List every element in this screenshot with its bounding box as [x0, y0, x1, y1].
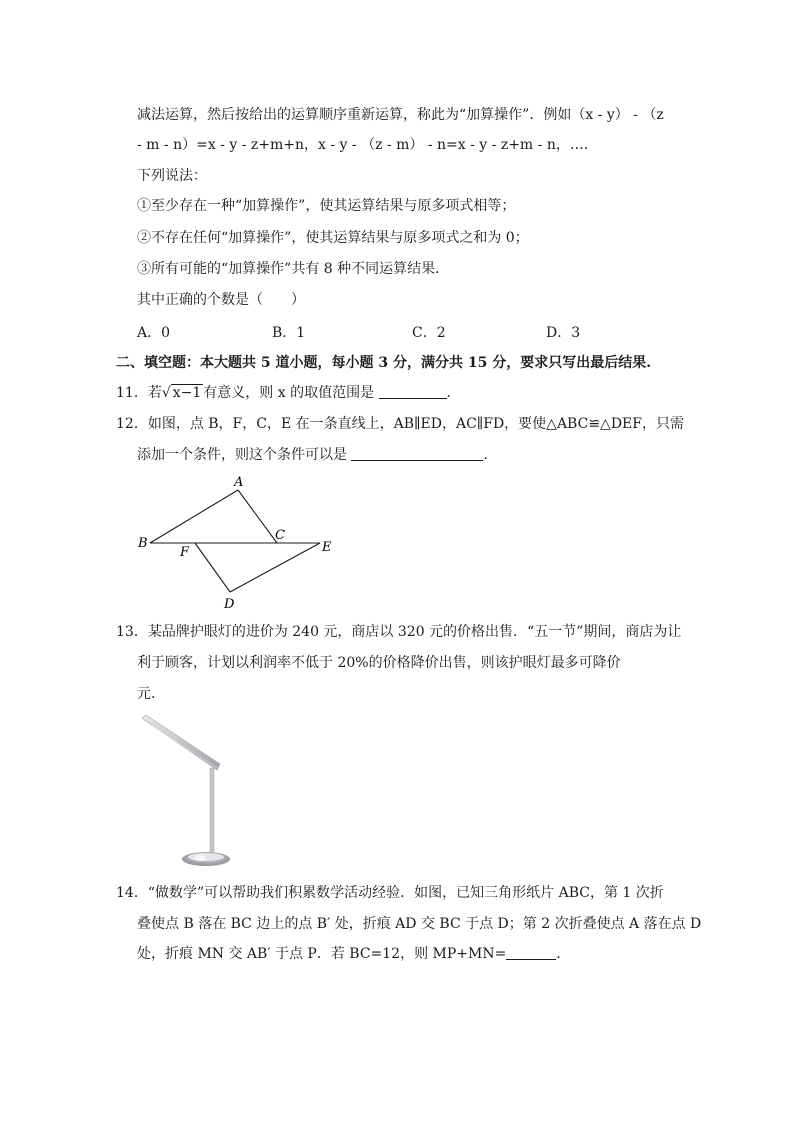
geometry-figure	[130, 470, 350, 615]
p14-answer-blank[interactable]	[506, 945, 556, 960]
segment-fd	[195, 543, 230, 592]
p11-end: ．	[446, 385, 461, 401]
p11-answer-blank[interactable]	[379, 384, 447, 399]
p12-answer-blank[interactable]	[351, 446, 483, 461]
option-b: B．1	[272, 325, 306, 341]
p14-end: ．	[556, 946, 571, 962]
label-a: A	[234, 475, 244, 490]
p10-line1: 减法运算，然后按给出的运算顺序重新运算，称此为“加算操作”．例如（x - y） - （z	[137, 107, 664, 123]
desk-lamp-image	[138, 712, 238, 872]
p11-number: 11．	[116, 385, 148, 401]
label-e: E	[322, 540, 332, 555]
p13-line1: 13．某品牌护眼灯的进价为 240 元，商店以 320 元的价格出售．“五一节”期间，商店为让	[116, 624, 682, 640]
p13-line3: 元．	[137, 686, 165, 702]
label-c: C	[275, 528, 285, 543]
p10-statement-3: ③所有可能的“加算操作”共有 8 种不同运算结果．	[137, 261, 450, 277]
segment-ab	[150, 490, 238, 543]
option-d: D．3	[546, 325, 581, 341]
sqrt-expression: √ x−1	[161, 385, 202, 401]
p11-pre: 若	[147, 385, 162, 401]
p12-line1: 12．如图，点 B，F，C，E 在一条直线上，AB∥ED，AC∥FD，要使△ABC≌△DEF，只需	[116, 416, 684, 432]
p10-statement-2: ②不存在任何“加算操作”，使其运算结果与原多项式之和为 0；	[137, 230, 529, 246]
label-f: F	[180, 545, 190, 560]
p14-line3-text: 处，折痕 MN 交 AB′ 于点 P．若 BC=12，则 MP+MN=	[137, 946, 507, 962]
p12-end: ．	[483, 447, 498, 463]
label-d: D	[224, 597, 235, 612]
p12-line2	[137, 445, 497, 465]
option-c: C．2	[412, 325, 446, 341]
p14-line1: 14．“做数学”可以帮助我们积累数学活动经验．如图，已知三角形纸片 ABC，第 1 次折	[116, 885, 664, 901]
p14-line2: 叠使点 B 落在 BC 边上的点 B′ 处，折痕 AD 交 BC 于点 D；第 2 次折叠使点 A 落在点 D	[137, 916, 702, 932]
p10-intro: 下列说法：	[137, 168, 207, 184]
p11-line	[116, 383, 461, 403]
label-b: B	[138, 536, 148, 551]
p14-line3	[137, 944, 570, 964]
p10-line2: - m - n）=x - y - z+m+n，x - y - （z - m） - n=x - y - z+m - n，….	[137, 137, 589, 153]
segment-ac	[238, 490, 277, 543]
p11-mid: 有意义，则 x 的取值范围是	[203, 385, 375, 401]
section-heading: 二、填空题：本大题共 5 道小题，每小题 3 分，满分共 15 分，要求只写出最后结果.	[116, 355, 652, 371]
p13-line2: 利于顾客，计划以利润率不低于 20%的价格降价出售，则该护眼灯最多可降价	[137, 655, 621, 671]
p10-statement-1: ①至少存在一种“加算操作”，使其运算结果与原多项式相等；	[137, 198, 516, 214]
sqrt-radicand: x−1	[172, 385, 202, 401]
p12-line2-text: 添加一个条件，则这个条件可以是	[137, 447, 347, 463]
p10-question: 其中正确的个数是（ ）	[137, 292, 305, 308]
option-a: A．0	[137, 325, 171, 341]
segment-de	[230, 543, 320, 592]
